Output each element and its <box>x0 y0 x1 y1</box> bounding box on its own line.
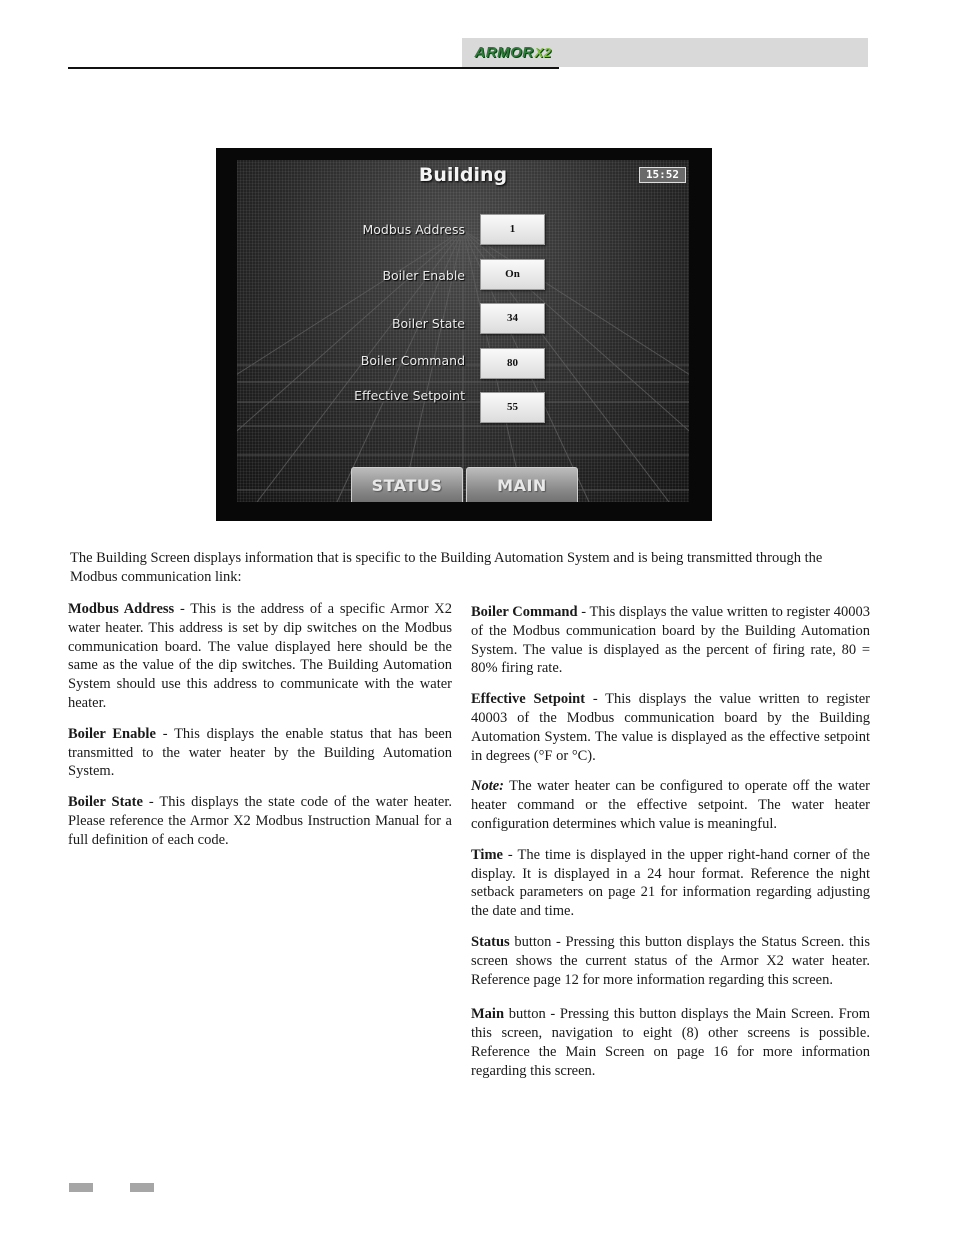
status-button[interactable]: STATUS <box>351 467 463 502</box>
status-button-description <box>471 933 870 989</box>
definition: button - Pressing this button displays the Main Screen. From this screen, navigation to eight (8) other screens is possible. Reference the Main Screen on page 16 for more information regarding this screen. <box>471 1006 870 1079</box>
modbus-address-value: 1 <box>480 214 545 245</box>
boiler-state-value: 34 <box>480 303 545 334</box>
effective-setpoint-label: Effective Setpoint <box>354 388 465 403</box>
logo-text: ARMOR <box>474 43 534 61</box>
screen-title: Building <box>418 164 508 186</box>
note-paragraph <box>471 777 870 833</box>
intro-paragraph: The Building Screen displays information that is specific to the Building Automation System and is being transmitted through the Modbus communication link: <box>70 550 823 585</box>
main-button[interactable]: MAIN <box>466 467 578 502</box>
right-column <box>471 603 870 1093</box>
boiler-command-label: Boiler Command <box>360 353 465 368</box>
boiler-enable-value: On <box>480 259 545 290</box>
definition: - This displays the value written to register 40003 of the Modbus communication board by the Building Automation System. The value is displayed as the effective setpoint in degrees (°F or °C). <box>471 691 870 764</box>
perspective-grid-background <box>237 160 689 502</box>
modbus-address-description <box>68 600 452 713</box>
definition: - This displays the enable status that has been transmitted to the water heater by the Building Automation System. <box>68 725 452 780</box>
clock-time: 15:52 <box>639 167 686 183</box>
term: Boiler Enable <box>68 725 156 742</box>
term: Time <box>471 846 503 863</box>
logo-suffix: X2 <box>534 44 552 60</box>
term: Effective Setpoint <box>471 691 586 708</box>
definition: - This displays the state code of the water heater. Please reference the Armor X2 Modbus Instruction Manual for a full definition of each code. <box>68 794 453 848</box>
header-rule <box>68 67 559 69</box>
definition: button - Pressing this button displays the Status Screen. this screen shows the current status of the Armor X2 water heater. Reference page 12 for more information regarding this screen. <box>471 933 870 988</box>
definition: - This displays the value written to register 40003 of the Modbus communication board by the Building Automation System. The value is displayed as the percent of firing rate, 80 = 80% firing rate. <box>471 604 870 677</box>
definition: - The time is displayed in the upper right-hand corner of the display. It is displayed in a 24 hour format. Reference the night setback parameters on page 21 for information regarding adjusting the date and time. <box>471 846 870 920</box>
effective-setpoint-description <box>471 690 870 765</box>
definition: - This is the address of a specific Armor X2 water heater. This address is set by dip switches on the Modbus communication board. The value displayed here should be the same as the value of the dip switches. The Building Automation System should use this address to communicate with the water heater. <box>68 601 453 711</box>
footer-tab-left <box>69 1183 93 1192</box>
term: Modbus Address <box>68 601 175 617</box>
boiler-state-label: Boiler State <box>391 316 465 331</box>
armor-x2-logo <box>465 40 561 64</box>
left-column <box>68 600 452 862</box>
boiler-command-value: 80 <box>480 348 545 379</box>
term: Boiler Command <box>471 604 578 620</box>
boiler-enable-description <box>68 725 452 781</box>
boiler-command-description <box>471 603 870 678</box>
footer-tab-right <box>130 1183 154 1192</box>
effective-setpoint-value: 55 <box>480 392 545 423</box>
term: Status <box>471 933 510 950</box>
building-screen <box>237 160 689 502</box>
boiler-enable-label: Boiler Enable <box>382 268 465 283</box>
definition: The water heater can be configured to operate off the water heater command or the effective setpoint. The water heater configuration determines which value is meaningful. <box>471 778 870 832</box>
note-label: Note: <box>471 778 505 795</box>
term: Boiler State <box>68 794 143 811</box>
term: Main <box>471 1006 505 1023</box>
modbus-address-label: Modbus Address <box>362 222 465 237</box>
time-description <box>471 846 870 921</box>
main-button-description <box>471 1005 870 1080</box>
boiler-state-description <box>68 793 452 849</box>
